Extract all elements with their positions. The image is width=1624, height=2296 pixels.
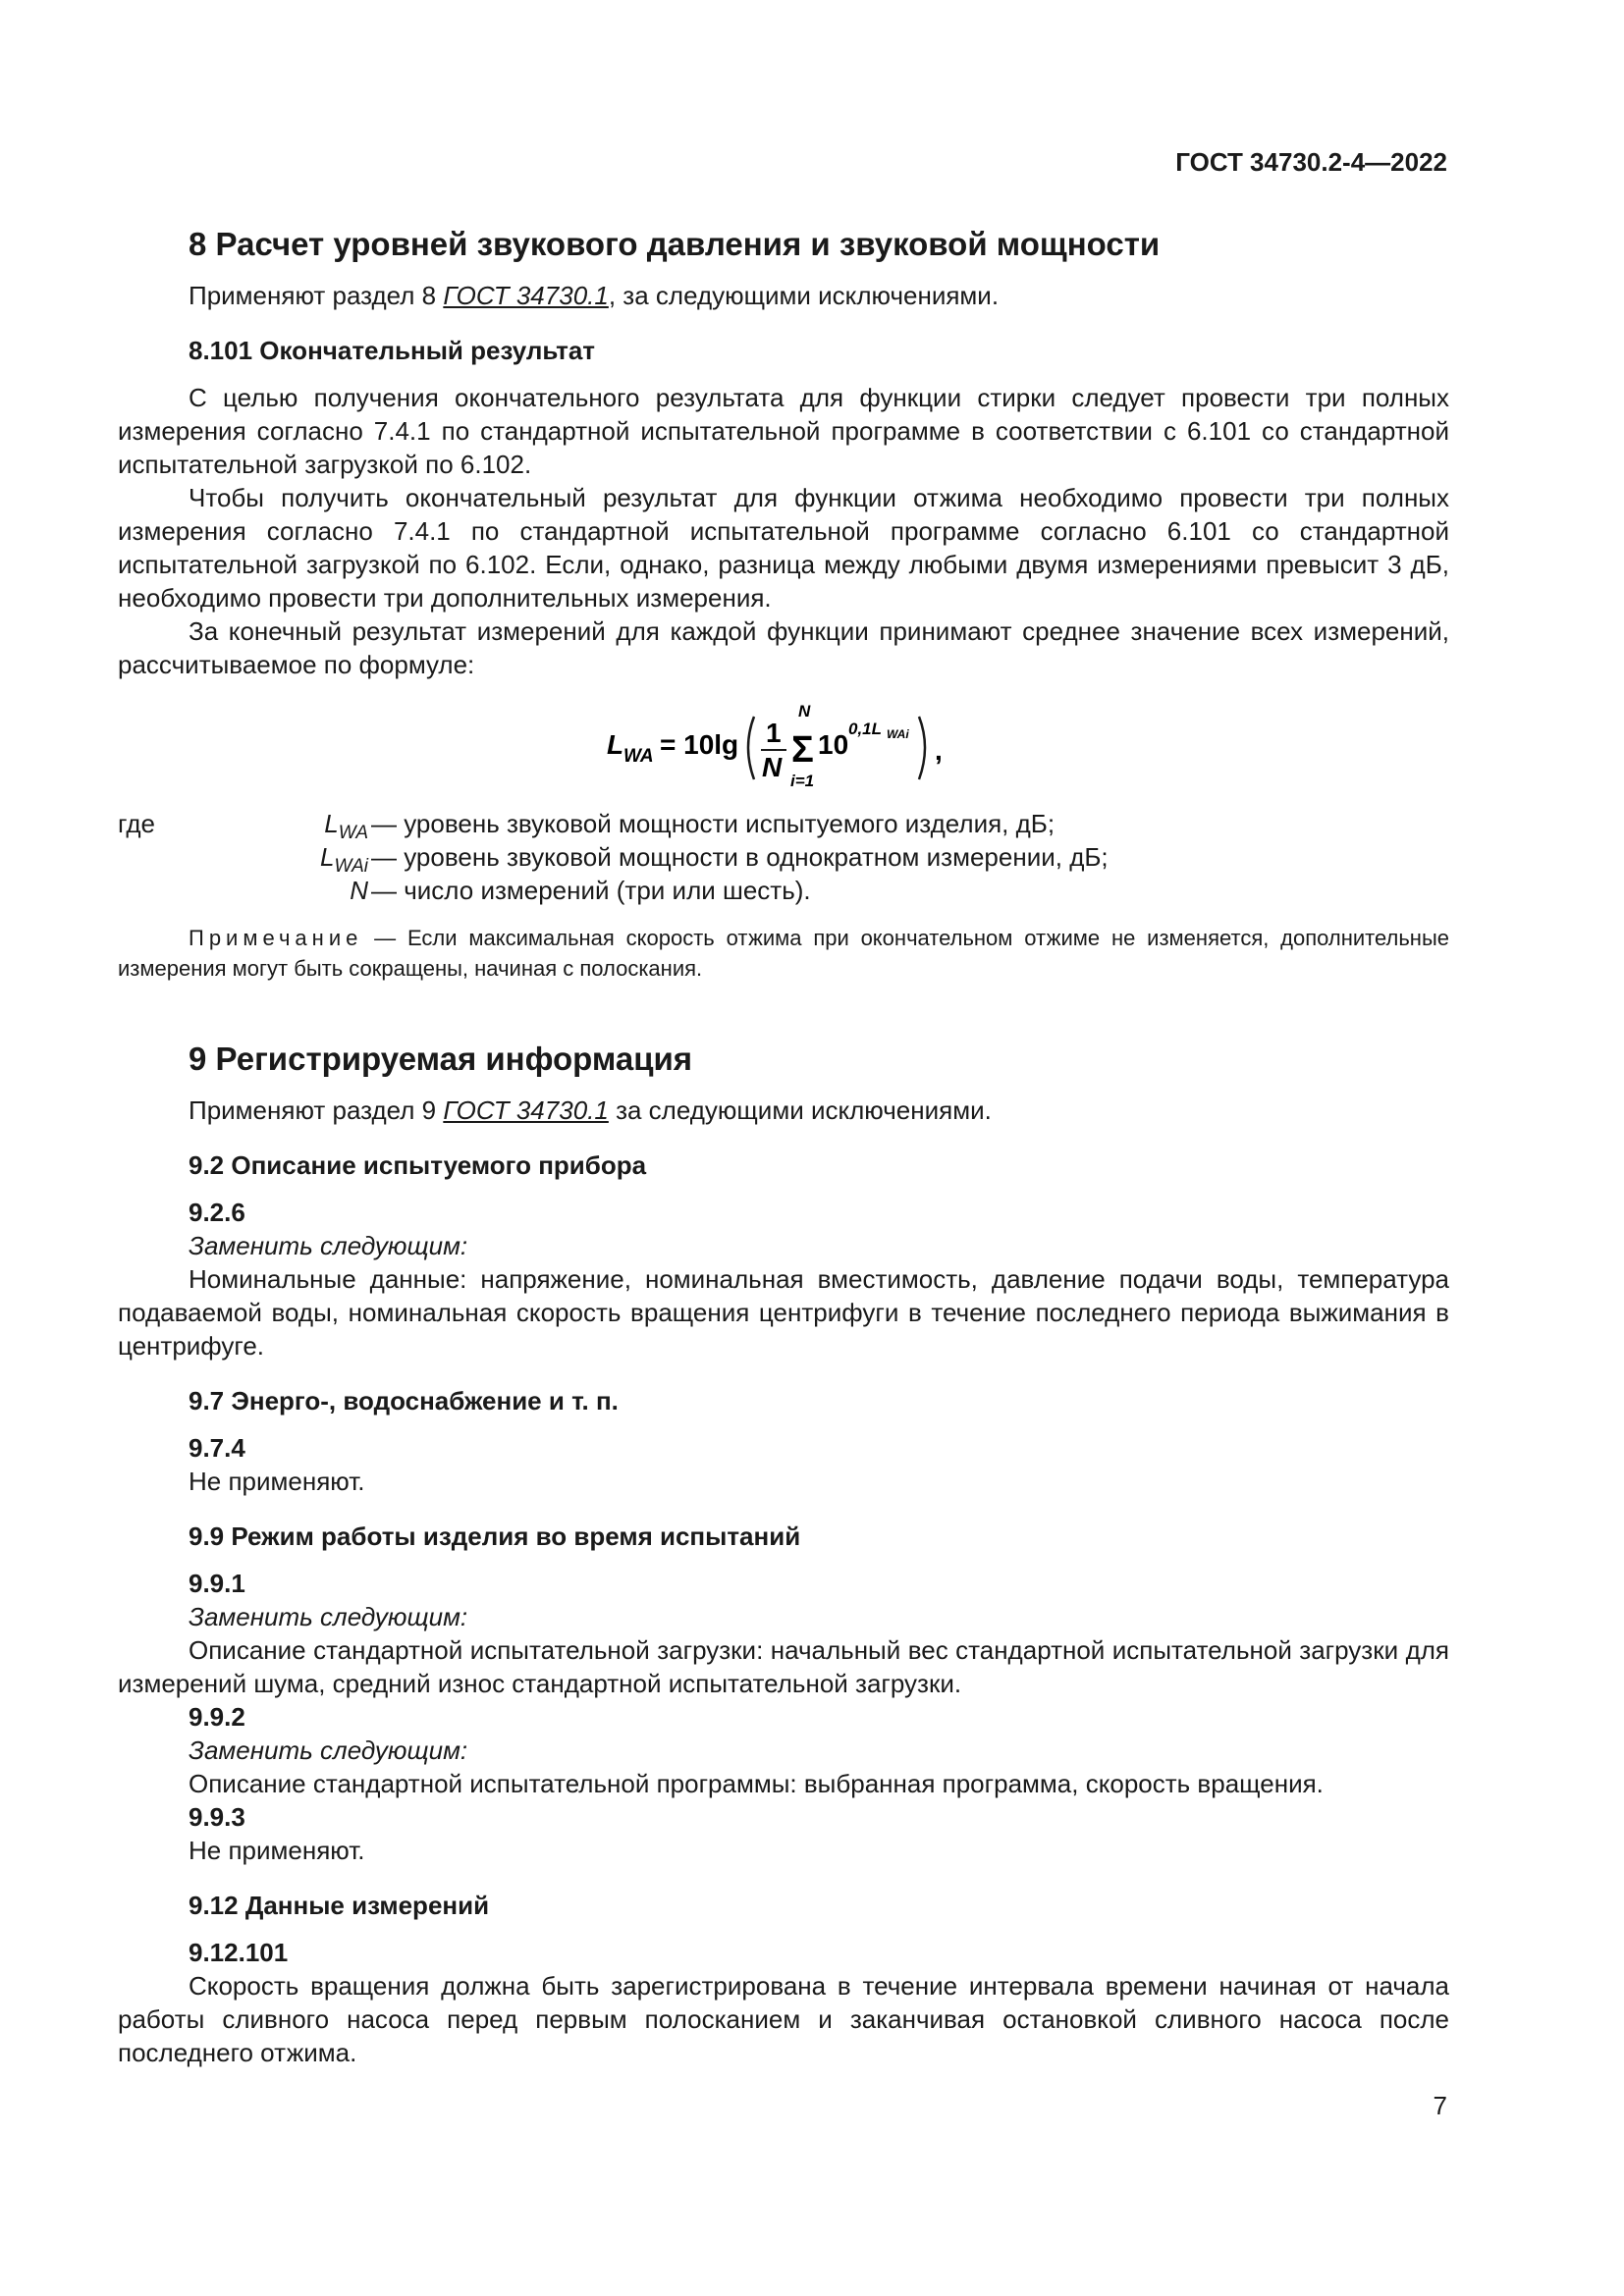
formula-lhs-sub: WA	[623, 746, 654, 767]
formula-graphic	[607, 703, 960, 791]
gost-link[interactable]: ГОСТ 34730.1	[443, 1095, 609, 1125]
note	[118, 923, 1449, 984]
section-8-title: 8 Расчет уровней звукового давления и звуковой мощности	[189, 226, 1161, 262]
clause-9-9-2: 9.9.2	[189, 1702, 245, 1732]
sum-bottom: i=1	[790, 772, 815, 790]
frac-den: N	[762, 752, 783, 782]
note-label: Примечание	[189, 926, 363, 950]
where-definition: — число измерений (три или шесть).	[371, 876, 811, 905]
replace-instruction: Заменить следующим:	[189, 1735, 468, 1765]
clause-9-9-1-text: Описание стандартной испытательной загрузки: начальный вес стандартной испытательной загрузки для измерений шума, средний износ стандартной испытательной загрузки.	[118, 1635, 1449, 1698]
not-applied: Не применяют.	[189, 1836, 365, 1865]
page-number: 7	[1433, 2091, 1447, 2120]
where-symbol: $L_{WA}$	[324, 809, 368, 844]
formula-base: 10	[818, 729, 849, 760]
page-content	[118, 224, 1449, 2069]
subsection-9-7-title: 9.7 Энерго-, водоснабжение и т. п.	[189, 1386, 619, 1415]
clause-9-12-101: 9.12.101	[189, 1938, 289, 1967]
clause-9-9-1: 9.9.1	[189, 1569, 245, 1598]
formula-lhs: L	[607, 729, 624, 760]
sum-sign: Σ	[791, 729, 814, 771]
clause-9-12-101-text: Скорость вращения должна быть зарегистрирована в течение интервала времени начиная от начала работы сливного насоса перед первым полосканием и заканчивая остановкой сливного насоса после последнего отжима.	[118, 1971, 1449, 2067]
clause-9-9-3: 9.9.3	[189, 1802, 245, 1832]
sum-top: N	[798, 703, 811, 721]
section-9-title: 9 Регистрируемая информация	[189, 1041, 693, 1077]
where-symbol: N	[350, 876, 368, 905]
subsection-8-101-title: 8.101 Окончательный результат	[189, 336, 596, 365]
where-row-3	[118, 874, 1449, 907]
right-paren	[919, 717, 925, 779]
where-row-2	[118, 840, 1449, 878]
clause-9-7-4: 9.7.4	[189, 1433, 245, 1463]
intro-text: Применяют раздел 8	[189, 281, 444, 310]
document-header: ГОСТ 34730.2-4—2022	[1175, 147, 1447, 177]
replace-instruction: Заменить следующим:	[189, 1602, 468, 1631]
replace-instruction: Заменить следующим:	[189, 1231, 468, 1260]
section-8-intro	[118, 279, 1449, 312]
left-paren	[748, 717, 754, 779]
frac-num: 1	[766, 718, 782, 748]
where-symbol: $L_{WAi}$	[320, 842, 368, 878]
formula	[118, 703, 1449, 791]
clause-9-2-6: 9.2.6	[189, 1198, 245, 1227]
subsection-9-9-title: 9.9 Режим работы изделия во время испытаний	[189, 1522, 801, 1551]
where-word: где	[118, 809, 155, 838]
intro-text-end: , за следующими исключениями.	[608, 281, 1000, 310]
subsection-9-12-title: 9.12 Данные измерений	[189, 1891, 490, 1920]
section-9-intro	[118, 1094, 1449, 1127]
formula-eq: = 10lg	[660, 729, 739, 760]
where-row-1	[118, 807, 1449, 844]
not-applied: Не применяют.	[189, 1467, 365, 1496]
paragraph-final: За конечный результат измерений для каждой функции принимают среднее значение всех измерений, рассчитываемое по формуле:	[118, 616, 1449, 679]
paragraph-wash: С целью получения окончательного результата для функции стирки следует провести три полных измерения согласно 7.4.1 по стандартной испытательной программе в соответствии с 6.101 со стандартной испытательной загрузкой по 6.102.	[118, 383, 1449, 479]
formula-trail: ,	[935, 735, 943, 766]
formula-exp: 0,1L	[848, 720, 883, 738]
formula-exp-sub: WAi	[887, 727, 909, 741]
paragraph-spin: Чтобы получить окончательный результат для функции отжима необходимо провести три полных измерения согласно 7.4.1 по стандартной испытательной программе согласно 6.101 со стандартной испытательной загрузкой по 6.102. Если, однако, разница между любыми двумя измерениями превысит 3 дБ, необходимо провести три дополнительных измерения.	[118, 483, 1449, 613]
intro-text: Применяют раздел 9	[189, 1095, 444, 1125]
subsection-9-2-title: 9.2 Описание испытуемого прибора	[189, 1150, 647, 1180]
intro-text-end: за следующими исключениями.	[608, 1095, 992, 1125]
clause-9-2-6-text: Номинальные данные: напряжение, номинальная вместимость, давление подачи воды, температура подаваемой воды, номинальная скорость вращения центрифуги в течение последнего периода выжимания в центрифуге.	[118, 1264, 1449, 1361]
gost-link[interactable]: ГОСТ 34730.1	[443, 281, 609, 310]
note-text: — Если максимальная скорость отжима при окончательном отжиме не изменяется, дополнительные измерения могут быть сокращены, начиная с полоскания.	[118, 926, 1449, 981]
where-definition: — уровень звуковой мощности в однократном измерении, дБ;	[371, 842, 1109, 872]
where-definition: — уровень звуковой мощности испытуемого изделия, дБ;	[371, 809, 1056, 838]
clause-9-9-2-text: Описание стандартной испытательной программы: выбранная программа, скорость вращения.	[189, 1769, 1324, 1798]
